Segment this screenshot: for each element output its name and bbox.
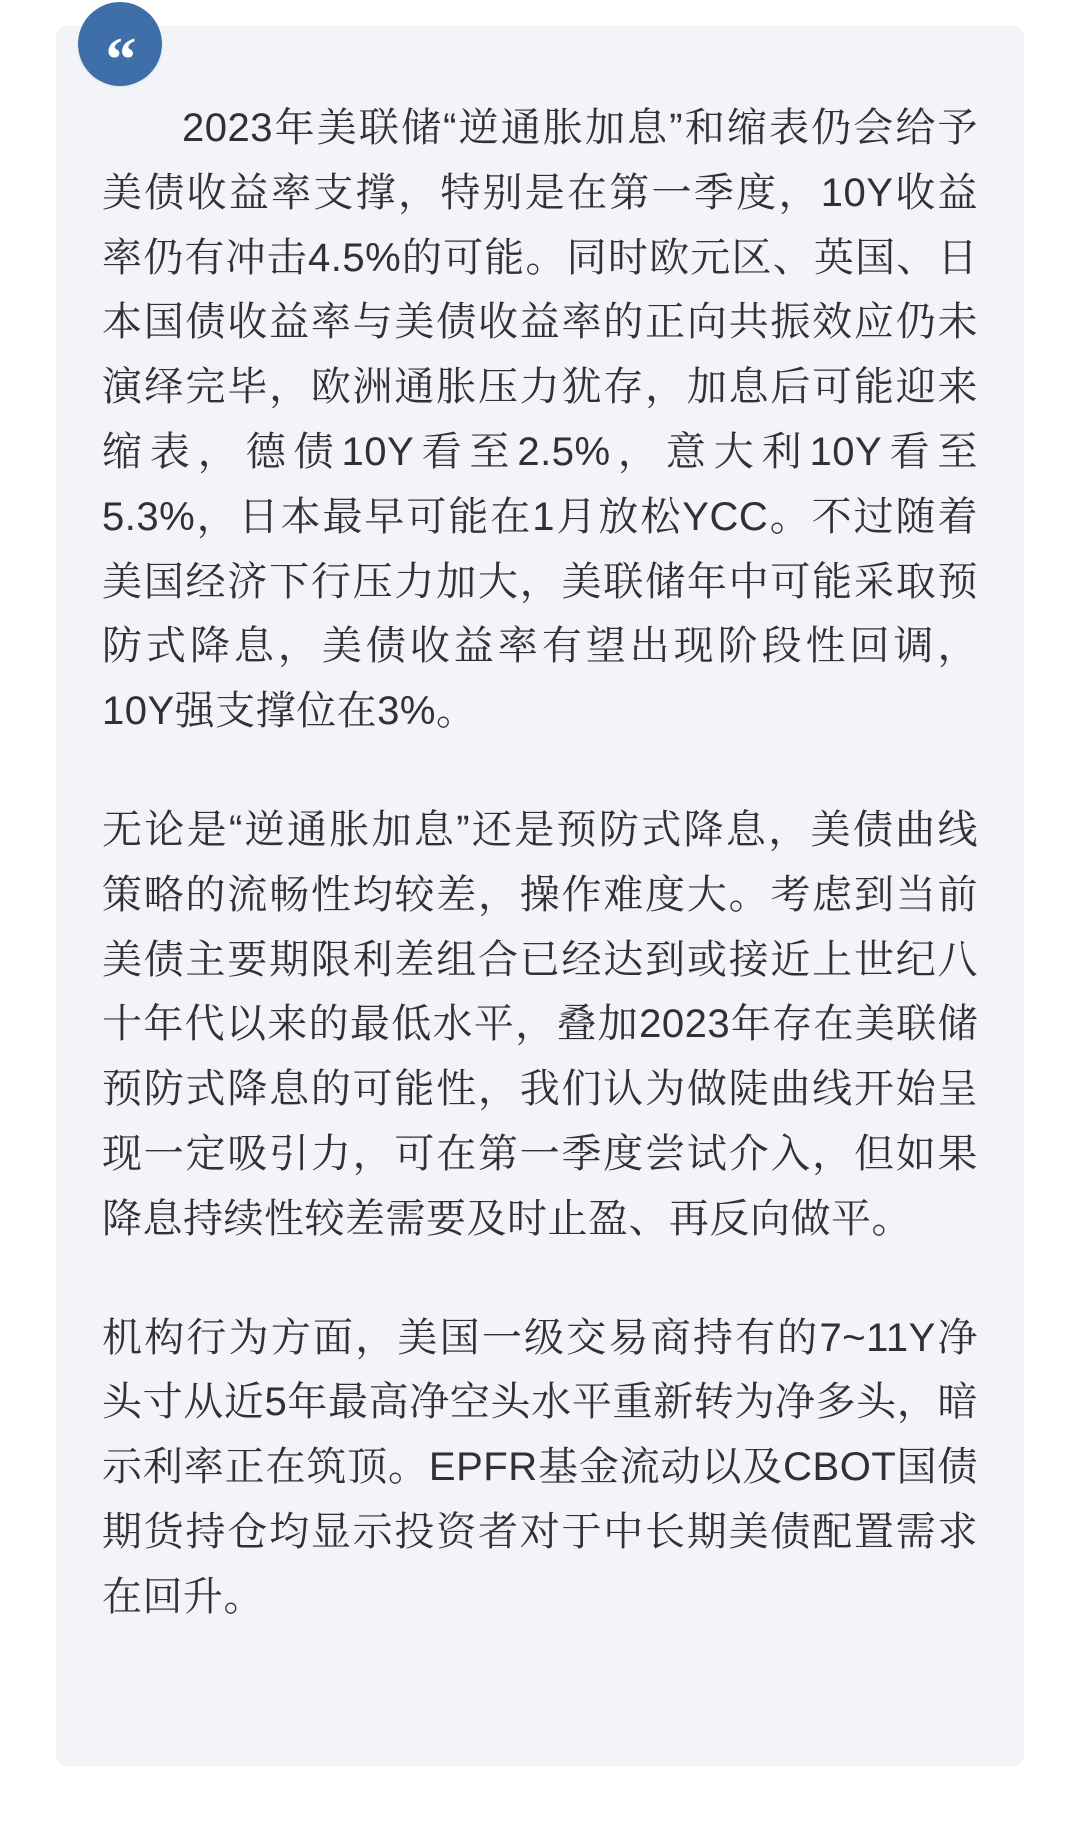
quote-card [56, 26, 1024, 1766]
quote-mark-glyph: “ [105, 26, 135, 94]
quote-body [102, 96, 978, 1630]
paragraph-3: 机构行为方面，美国一级交易商持有的7~11Y净头寸从近5年最高净空头水平重新转为净多头，暗示利率正在筑顶。EPFR基金流动以及CBOT国债期货持仓均显示投资者对于中长期美债配置需求在回升。 [102, 1315, 978, 1619]
quote-mark-icon [78, 2, 162, 94]
paragraph-2: 无论是“逆通胀加息”还是预防式降息，美债曲线策略的流畅性均较差，操作难度大。考虑到当前美债主要期限利差组合已经达到或接近上世纪八十年代以来的最低水平，叠加2023年存在美联储预防式降息的可能性，我们认为做陡曲线开始呈现一定吸引力，可在第一季度尝试介入，但如果降息持续性较差需要及时止盈、再反向做平。 [102, 807, 978, 1241]
paragraph-1: 2023年美联储“逆通胀加息”和缩表仍会给予美债收益率支撑，特别是在第一季度，10Y收益率仍有冲击4.5%的可能。同时欧元区、英国、日本国债收益率与美债收益率的正向共振效应仍未演绎完毕，欧洲通胀压力犹存，加息后可能迎来缩表，德债10Y看至2.5%，意大利10Y看至5.3%，日本最早可能在1月放松YCC。不过随着美国经济下行压力加大，美联储年中可能采取预防式降息，美债收益率有望出现阶段性回调，10Y强支撑位在3%。 [102, 106, 978, 734]
